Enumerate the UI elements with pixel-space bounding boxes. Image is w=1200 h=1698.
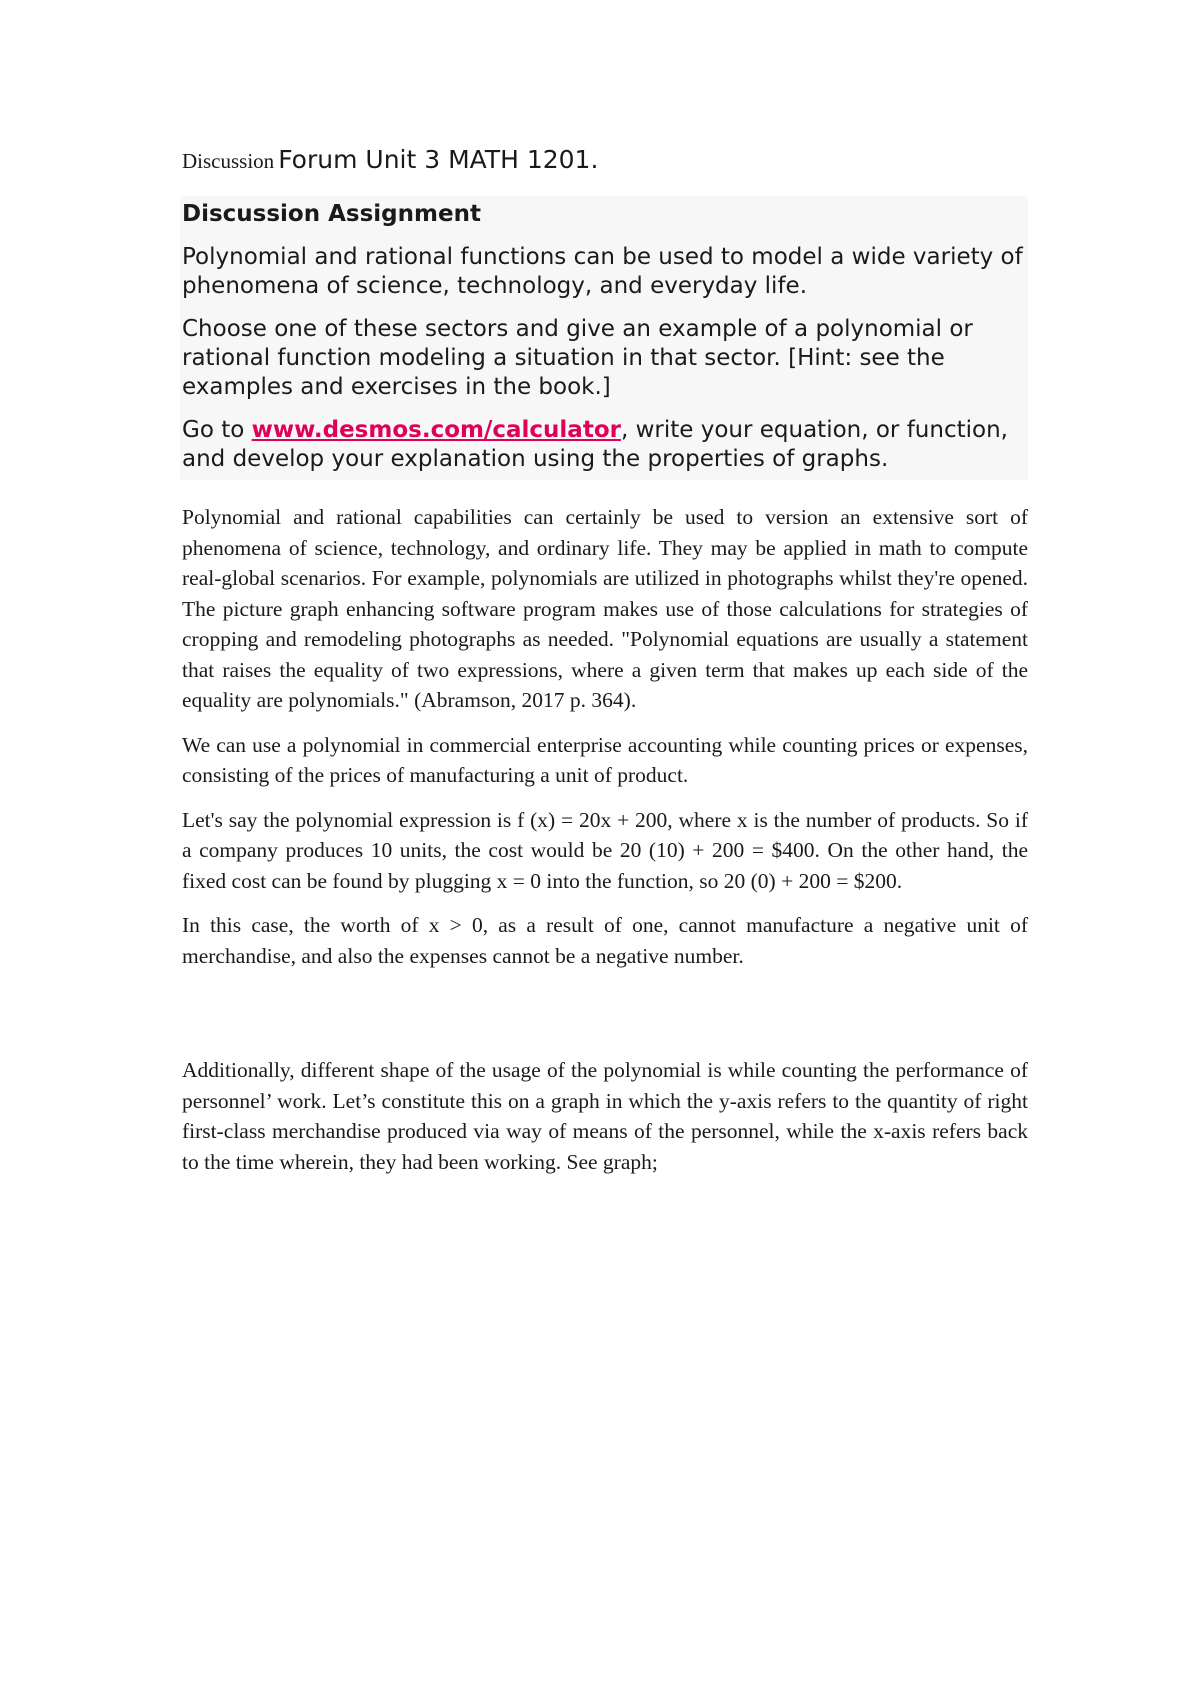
body-paragraph-3: Let's say the polynomial expression is f (x) = 20x + 200, where x is the number of products. So if a company produces 10 units, the cost would be 20 (10) + 200 = $400. On the other hand, the fixed cost can be found by plugging x = 0 into the function, so 20 (0) + 200 = $200. — [182, 807, 1028, 893]
title-prefix: Discussion — [182, 149, 275, 173]
assignment-para3-suffix: , write your equation, or function, and develop your explanation using the properties of graphs. — [182, 417, 1008, 472]
desmos-link[interactable]: www.desmos.com/calculator — [251, 417, 621, 443]
assignment-box — [180, 196, 1028, 480]
assignment-para3-prefix: Go to — [182, 417, 252, 443]
assignment-paragraph-2: Choose one of these sectors and give an example of a polynomial or rational function modeling a situation in that sector. [Hint: see the examples and exercises in the book.] — [182, 316, 973, 400]
body-paragraph-4: In this case, the worth of x > 0, as a result of one, cannot manufacture a negative unit of merchandise, and also the expenses cannot be a negative number. — [182, 913, 1028, 968]
document-title — [182, 140, 1028, 184]
document-page — [182, 140, 1028, 1177]
body-paragraph-5: Additionally, different shape of the usage of the polynomial is while counting the performance of personnel’ work. Let’s constitute this on a graph in which the y-axis refers to the quantity of right first-class merchandise produced via way of means of the personnel, while the x-axis refers back to the time wherein, they had been working. See graph; — [182, 1058, 1028, 1174]
assignment-paragraph-3 — [182, 416, 1028, 474]
body-paragraph-2: We can use a polynomial in commercial enterprise accounting while counting prices or expenses, consisting of the prices of manufacturing a unit of product. — [182, 732, 1028, 787]
body-paragraph-1: Polynomial and rational capabilities can certainly be used to version an extensive sort of phenomena of science, technology, and ordinary life. They may be applied in math to compute real-global scenarios. For example, polynomials are utilized in photographs whilst they're opened. The picture graph enhancing software program makes use of those calculations for strategies of cropping and remodeling photographs as needed. "Polynomial equations are usually a statement that raises the equality of two expressions, where a given term that makes up each side of the equality are polynomials." (Abramson, 2017 p. 364). — [182, 505, 1028, 712]
title-main: Forum Unit 3 MATH 1201. — [278, 145, 599, 174]
assignment-paragraph-1: Polynomial and rational functions can be used to model a wide variety of phenomena of science, technology, and everyday life. — [182, 244, 1023, 299]
assignment-heading: Discussion Assignment — [182, 201, 481, 227]
